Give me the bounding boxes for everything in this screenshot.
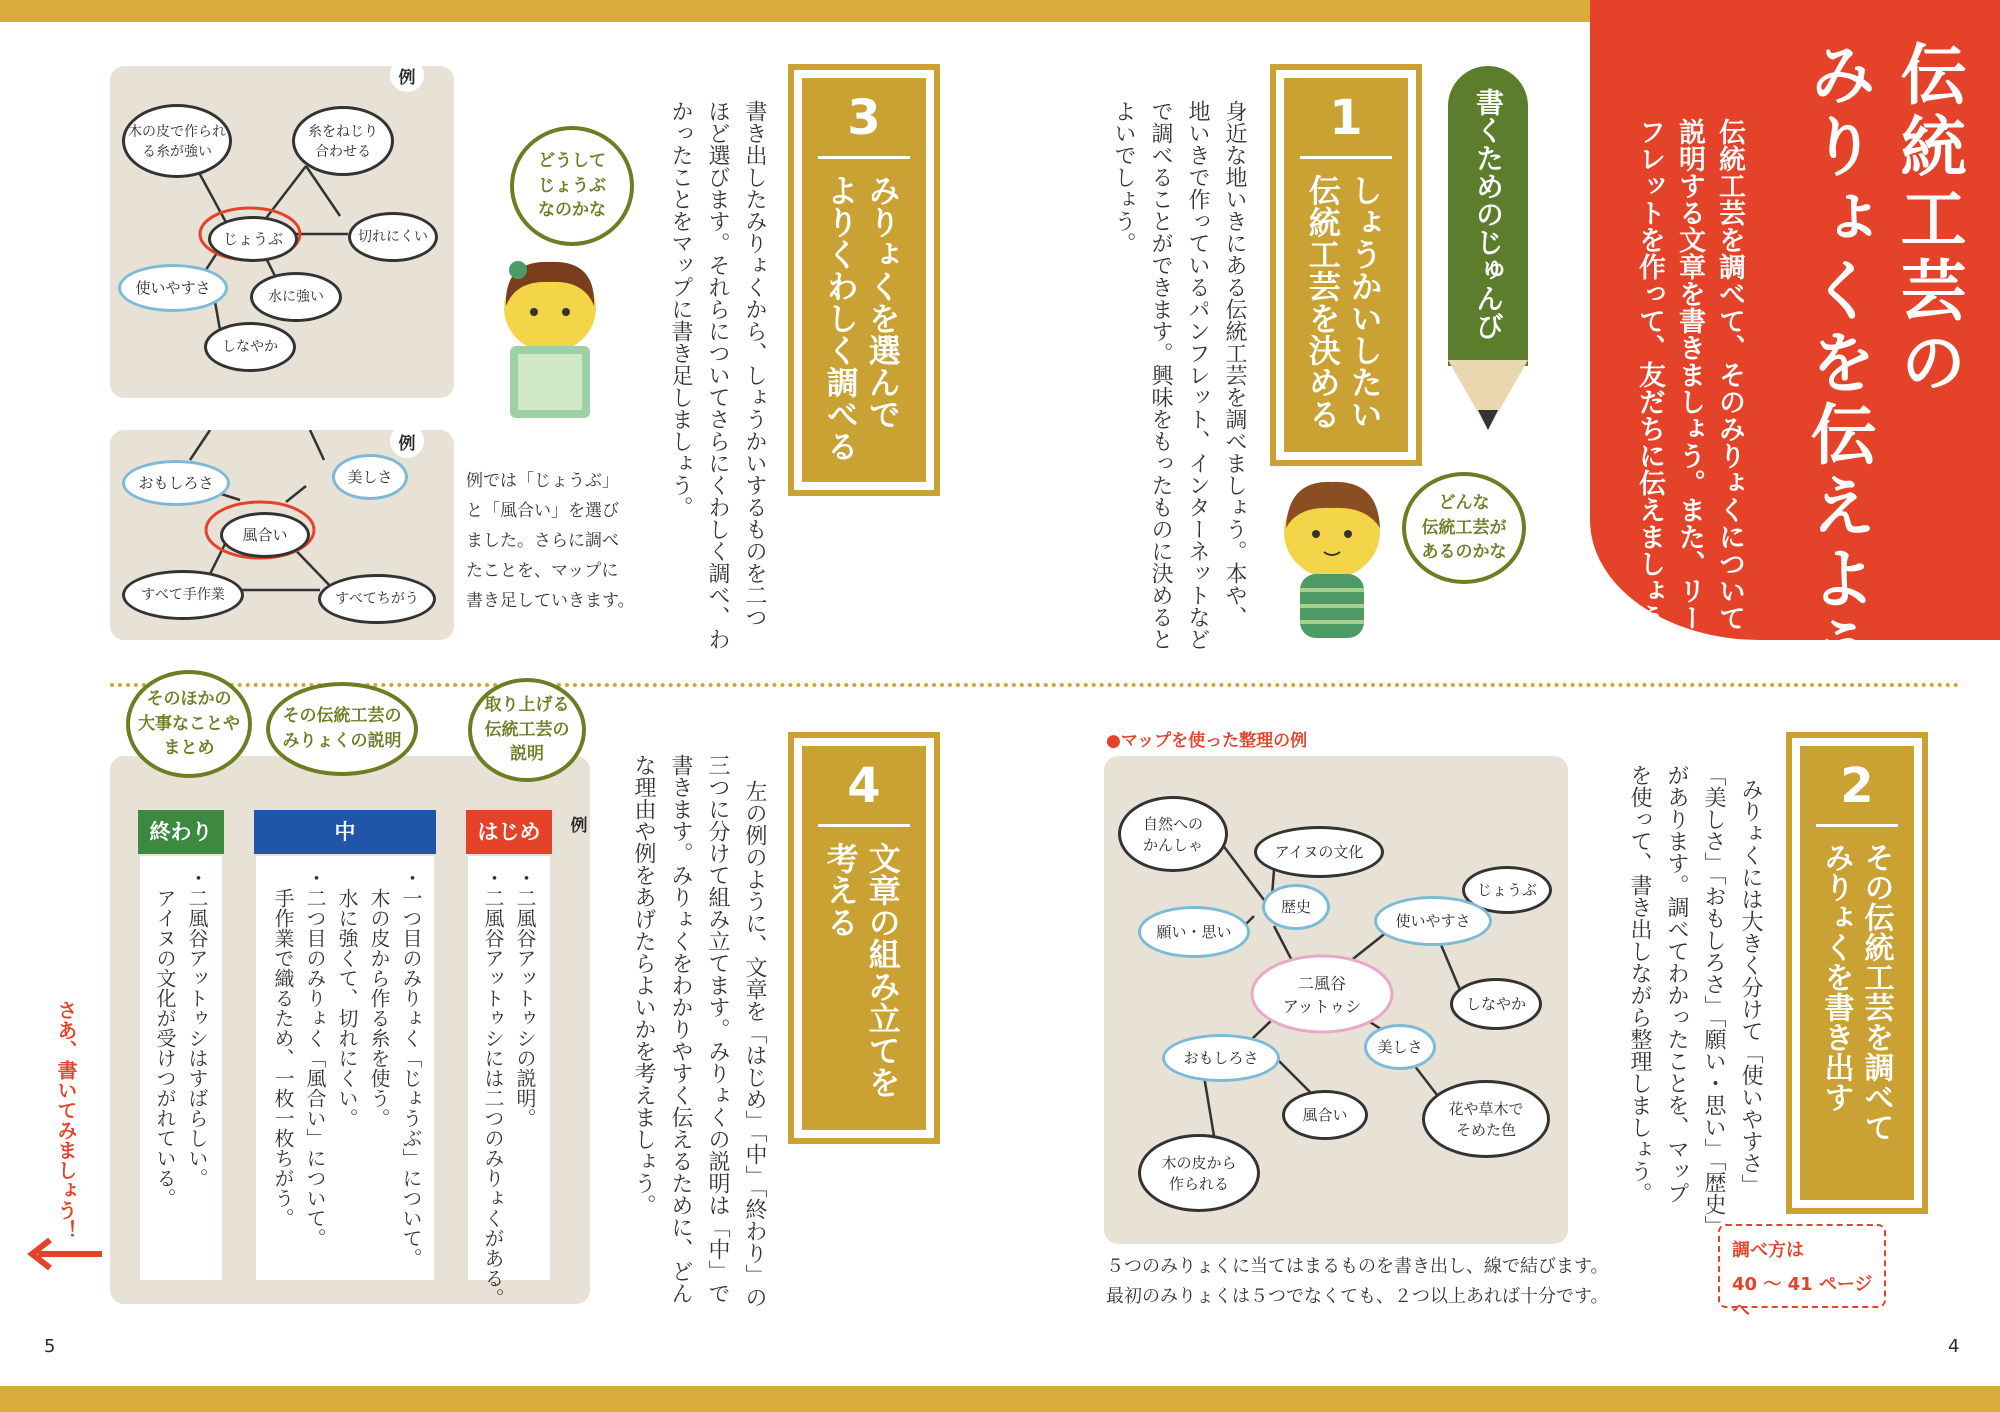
step3-note-line1: 例では「じょうぶ」 [466,471,619,491]
title-description-line2: 説明する文章を書きましょう。また、リー [1674,118,1705,631]
step4-title-line1: 文章の組み立てを [863,842,902,1098]
step2-body-line4: を使って、書き出しながら整理しましょう。 [1627,764,1652,1204]
page-number-left: 5 [44,1336,56,1357]
step4-body-line1: 左の例のように、文章を「はじめ」「中」「終わり」の [742,780,767,1308]
step2-body-line2: 「美しさ」「おもしろさ」「願い・思い」「歴史」 [1701,764,1726,1237]
main-node-center: 二風谷 アットゥシ [1282,974,1362,1016]
hajime-line2: ・二風谷アットゥシには二つのみりょくがある。 [481,868,505,1308]
outline-example-panel [110,756,590,1308]
main-node-bark: 木の皮から 作られる [1138,1134,1260,1212]
step4-body-line2: 三つに分けて組み立てます。みりょくの説明は「中」で [705,754,730,1304]
naka-line2: 木の皮から作る糸を使う。 [367,868,391,1128]
map2-node-fuai: 風合い [220,512,310,558]
main-node-usability: 使いやすさ [1374,896,1492,946]
map1-node-twist: 糸をねじり 合わせる [292,106,394,176]
step2-body-line1: みりょくには大きく分けて「使いやすさ」 [1738,778,1763,1196]
title-description-line1: 伝統工芸を調べて、そのみりょくについて [1714,118,1745,631]
step1-bubble-line3: あるのかな [1421,542,1507,563]
page-number-right: 4 [1948,1336,1960,1357]
step4-title-line2: 考える [821,842,860,938]
step2-number: 2 [1840,758,1874,814]
section-divider [110,683,1960,687]
owari-box [140,856,222,1280]
step3-number: 3 [847,90,881,146]
map1-node-strong-thread: 木の皮で作られ る糸が強い [122,104,232,178]
title-description-line3: フレットを作って、友だちに伝えましょう。 [1634,118,1665,658]
step4-body-line4: な理由や例をあげたらよいかを考えましょう。 [631,754,656,1216]
main-node-dyed-color: 花や草木で そめた色 [1422,1080,1550,1158]
step4-number: 4 [847,758,881,814]
step3-box [788,64,940,496]
howto-line2: 40 ～ 41 ページへ [1732,1274,1873,1321]
step1-number: 1 [1329,90,1363,146]
page-title-line1: 伝統工芸の [1889,40,1966,400]
main-node-beauty: 美しさ [1364,1024,1436,1070]
naka-line3: 水に強くて、切れにくい。 [335,868,359,1128]
step3-note-line2: と「風合い」を選び [466,501,619,521]
example-label-1: 例 [390,58,424,92]
main-node-interesting: おもしろさ [1162,1034,1280,1082]
main-node-fuai: 風合い [1282,1090,1368,1140]
main-map-caption-line2: 最初のみりょくは５つでなくても、２つ以上あれば十分です。 [1106,1286,1609,1307]
step1-box [1270,64,1422,466]
step3-bubble-line3: なのかな [538,200,606,221]
main-node-gratitude: 自然への かんしゃ [1118,796,1228,872]
naka-line4: ・二つ目のみりょく「風合い」について。 [303,868,327,1248]
step3-body-line2: ほど選びます。それらについてさらにくわしく調べ、わ [705,100,730,650]
bubble-hajime-line2: 伝統工芸の [484,719,570,740]
step1-title-line1: しょうかいしたい [1345,174,1384,430]
map1-node-usability: 使いやすさ [118,264,228,312]
step3-bubble-line2: じょうぶ [538,175,606,196]
step1-body-line4: よいでしょう。 [1111,100,1136,254]
step3-bubble-line1: どうして [538,151,606,172]
step3-note-line5: 書き足していきます。 [466,591,635,611]
bubble-owari-line3: まとめ [163,738,215,759]
step4-box [788,732,940,1144]
hajime-box [468,856,550,1308]
bubble-owari [126,670,252,778]
step4-body-line3: 書きます。みりょくをわかりやすく伝えるために、どん [668,754,693,1304]
outline-example-label: 例 [570,816,588,836]
main-node-ainu-culture: アイヌの文化 [1254,826,1384,878]
naka-tab: 中 [254,810,436,854]
page-title-line2: みりょくを伝えよう [1799,40,1876,688]
map2-node-alldifferent: すべてちがう [318,574,436,624]
naka-line5: 手作業で織るため、一枚一枚ちがう。 [271,868,295,1228]
main-node-joubu: じょうぶ [1462,866,1552,914]
map2-node-handmade: すべて手作業 [122,570,244,620]
bubble-hajime-line3: 説明 [510,744,544,765]
map1-node-kirenikui: 切れにくい [348,212,438,262]
main-map-caption-line1: ５つのみりょくに当てはまるものを書き出し、線で結びます。 [1106,1256,1609,1277]
step3-note [466,466,635,616]
step3-title-line1: みりょくを選んで [863,174,902,430]
bubble-naka [266,682,418,776]
bubble-owari-line2: 大事なことや [138,713,240,734]
bottom-border [0,1386,2000,1412]
bubble-owari-line1: そのほかの [146,689,232,710]
step3-speech-bubble [510,126,634,246]
howto-reference-link[interactable] [1718,1224,1886,1321]
step1-body-line3: で調べることができます。興味をもったものに決めると [1148,100,1173,650]
girl-illustration [488,250,618,420]
bubble-hajime-line1: 取り上げる [484,695,570,716]
map1-node-shinayaka: しなやか [204,322,296,372]
main-map-caption-title: ●マップを使った整理の例 [1106,731,1308,751]
step3-body-line1: 書き出したみりょくから、しょうかいするものを二つ [742,100,767,628]
bubble-hajime [468,678,586,782]
step1-body-line2: 地いきで作っているパンフレット、インターネットなど [1185,100,1210,650]
bubble-naka-line1: その伝統工芸の [282,706,402,727]
step2-title-line1: その伝統工芸を調べて [1858,842,1894,1142]
lets-write-text: さあ、書いてみましょう！ [54,1000,78,1240]
arrow-left-icon [24,1236,104,1272]
step1-bubble-line1: どんな [1438,493,1490,514]
pencil-lead [1478,410,1498,430]
map2-node-beauty: 美しさ [332,454,408,500]
main-map-caption [1106,1252,1609,1312]
step3-body-line3: かったことをマップに書き足しましょう。 [668,100,693,518]
naka-box [256,856,434,1280]
example-map-1 [110,66,454,398]
map1-node-water: 水に強い [250,272,342,322]
step1-bubble-line2: 伝統工芸が [1421,517,1507,538]
step3-note-line4: たことを、マップに [466,561,619,581]
step1-title-line2: 伝統工芸を決める [1303,174,1342,430]
map2-node-interesting: おもしろさ [122,460,230,506]
naka-line1: ・一つ目のみりょく「じょうぶ」について。 [399,868,423,1268]
bubble-naka-line2: みりょくの説明 [282,731,402,751]
map1-node-joubu: じょうぶ [208,216,298,262]
hajime-line1: ・二風谷アットゥシの説明。 [513,868,537,1128]
step3-note-line3: ました。さらに調べ [466,531,619,551]
main-node-history: 歴史 [1262,884,1330,930]
step2-title-line2: みりょくを書き出す [1818,842,1854,1112]
owari-tab: 終わり [138,810,224,854]
step2-box [1786,732,1928,1214]
owari-line2: アイヌの文化が受けつがれている。 [153,868,177,1208]
step3-title-line2: よりくわしく調べる [821,174,860,462]
howto-line1: 調べ方は [1732,1240,1804,1261]
example-map-2 [110,430,454,640]
owari-line1: ・二風谷アットゥシはすばらしい。 [185,868,209,1188]
hajime-tab: はじめ [466,810,552,854]
step1-speech-bubble [1402,472,1526,584]
example-label-2: 例 [390,424,424,458]
step1-body-line1: 身近な地いきにある伝統工芸を調べましょう。本や、 [1222,100,1247,628]
boy-illustration [1270,470,1400,640]
step2-body-line3: があります。調べてわかったことを、マップ [1664,764,1689,1204]
main-map-panel [1104,756,1568,1244]
main-node-shinayaka: しなやか [1450,978,1542,1030]
main-node-wishes: 願い・思い [1138,906,1250,958]
pencil-label: 書くためのじゅんび [1472,88,1505,340]
